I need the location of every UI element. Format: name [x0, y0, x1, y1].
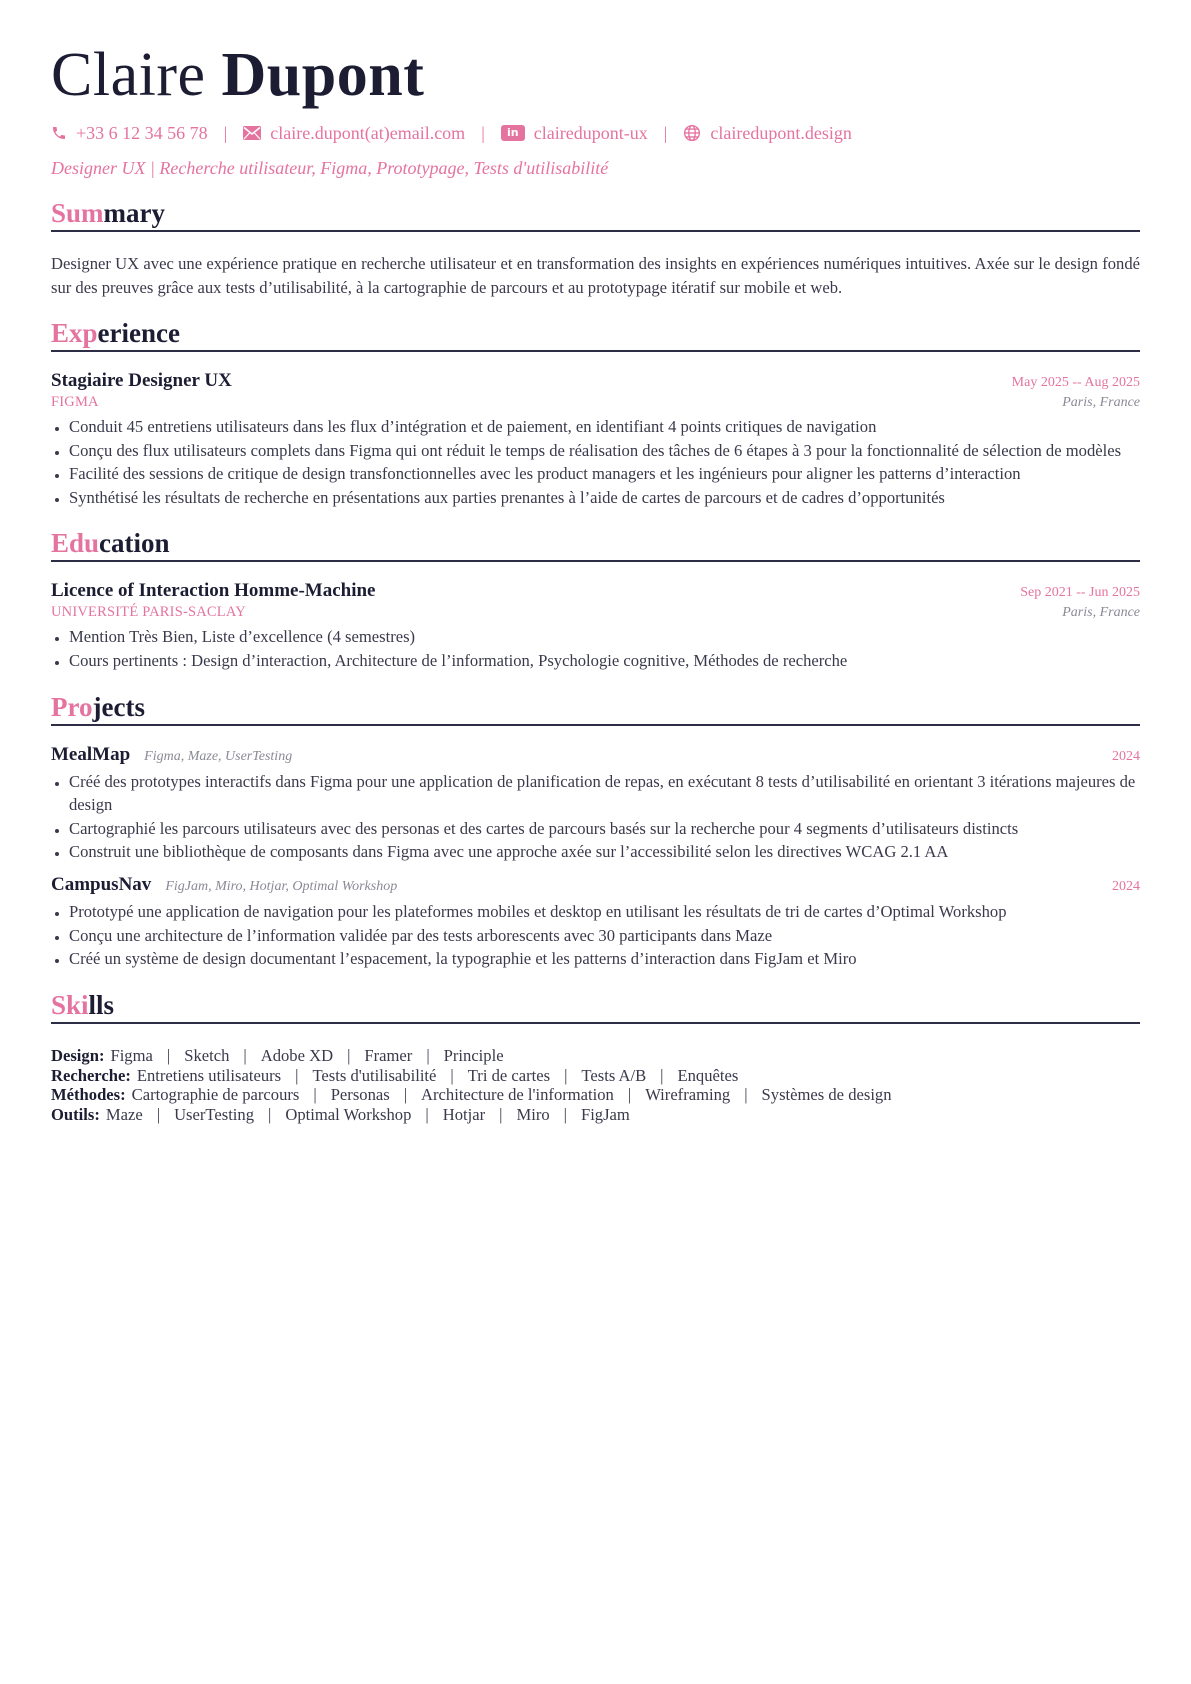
skill-item: Enquêtes [677, 1065, 739, 1085]
envelope-icon [243, 126, 261, 140]
section-heading-rest: erience [97, 318, 180, 348]
job-title: Stagiaire Designer UX [51, 370, 232, 391]
skill-item: UserTesting [174, 1105, 255, 1125]
project-entry [51, 744, 1140, 864]
skill-separator: | [268, 1105, 272, 1125]
section-heading-rest: lls [88, 989, 115, 1020]
linkedin-icon: in [501, 125, 525, 141]
skill-separator: | [156, 1105, 161, 1125]
job-bullets [51, 415, 1140, 509]
skill-separator: | [563, 1105, 567, 1125]
skill-row [51, 1105, 1140, 1125]
skill-category-label: Méthodes: [51, 1085, 126, 1105]
school-name: UNIVERSITÉ PARIS-SACLAY [51, 604, 246, 621]
skill-item: Tests d'utilisabilité [312, 1065, 437, 1085]
project-year: 2024 [1112, 878, 1140, 894]
section-heading-accent: Ski [51, 989, 89, 1020]
list-item: • Créé des prototypes interactifs dans Figma pour une application de planification de repas, en exécutant 8 tests d’utilisabilité en orientant 3 itérations majeures de design [69, 770, 1140, 817]
skill-item: Tests A/B [581, 1065, 647, 1085]
skill-separator: | [347, 1045, 351, 1065]
project-tech: Figma, Maze, UserTesting [144, 748, 293, 764]
section-heading [51, 197, 1140, 232]
skill-separator: | [426, 1045, 430, 1065]
first-name: Claire [51, 41, 206, 109]
list-item: • Prototypé une application de navigation pour les plateformes mobiles et desktop en utilisant les résultats de tri de cartes d’Optimal Workshop [69, 900, 1140, 924]
skill-separator: | [166, 1045, 171, 1065]
skill-category-label: Design: [51, 1045, 105, 1065]
experience-entry [51, 370, 1140, 509]
skill-item: Principle [443, 1045, 504, 1065]
contact-website[interactable] [683, 123, 851, 144]
list-item: • Mention Très Bien, Liste d’excellence (4 semestres) [69, 625, 1140, 649]
skill-row [51, 1085, 1140, 1105]
section-heading [51, 317, 1140, 352]
skill-item: Adobe XD [260, 1045, 334, 1065]
phone-text: +33 6 12 34 56 78 [76, 122, 208, 143]
list-item: • Construit une bibliothèque de composants dans Figma avec une approche axée sur l’accessibilité selon les directives WCAG 2.1 AA [69, 840, 1140, 864]
contact-separator: | [481, 122, 485, 143]
section-heading-rest: mary [103, 198, 166, 228]
skill-item: Cartographie de parcours [131, 1085, 300, 1105]
project-bullets [51, 770, 1140, 864]
education-section [51, 527, 1140, 672]
job-dates: May 2025 -- Aug 2025 [1011, 375, 1140, 390]
contact-bar [51, 120, 1140, 146]
skill-item: Maze [105, 1105, 143, 1125]
school-location: Paris, France [1062, 605, 1140, 621]
section-heading-accent: Exp [51, 318, 98, 348]
skills-section [51, 989, 1140, 1125]
project-name [51, 874, 397, 896]
skill-separator: | [564, 1065, 568, 1085]
professional-tagline: Designer UX | Recherche utilisateur, Figma, Prototypage, Tests d'utilisabilité [51, 158, 609, 178]
list-item: • Synthétisé les résultats de recherche en présentations aux parties prenantes à l’aide de cartes de parcours et de cadres d’opportunités [69, 486, 1140, 510]
section-heading-accent: Pro [51, 691, 93, 722]
skill-separator: | [744, 1085, 748, 1105]
skill-item: Framer [364, 1045, 413, 1065]
section-heading [51, 989, 1140, 1024]
summary-text: Designer UX avec une expérience pratique en recherche utilisateur et en transformation des insights en expériences numériques intuitives. Axée sur le design fondé sur des preuves grâce aux tests d’utilisabilité, à la cartographie de parcours et au prototypage itératif sur mobile et web. [51, 254, 1140, 297]
skill-item: Optimal Workshop [285, 1105, 412, 1125]
experience-section [51, 317, 1140, 509]
list-item: • Conçu une architecture de l’information validée par des tests arborescents avec 30 participants dans Maze [69, 924, 1140, 948]
section-heading [51, 527, 1140, 562]
contact-separator: | [663, 122, 668, 143]
education-bullets [51, 625, 1140, 672]
skill-separator: | [313, 1085, 317, 1105]
projects-section [51, 691, 1140, 971]
globe-icon [683, 124, 701, 142]
section-heading-rest: jects [92, 691, 145, 722]
education-entry [51, 580, 1140, 672]
skill-item: Architecture de l'information [421, 1085, 614, 1105]
section-heading [51, 691, 1140, 726]
degree-title: Licence of Interaction Homme-Machine [51, 580, 376, 602]
contact-phone[interactable] [51, 123, 208, 144]
website-text: clairedupont.design [710, 122, 852, 143]
project-name-text: CampusNav [51, 873, 152, 895]
project-year: 2024 [1112, 748, 1140, 764]
skill-separator: | [450, 1065, 454, 1085]
section-heading-accent: Sum [51, 198, 104, 228]
job-location: Paris, France [1062, 395, 1140, 410]
list-item: • Cours pertinents : Design d’interaction, Architecture de l’information, Psychologie cognitive, Méthodes de recherche [69, 649, 1140, 673]
list-item: • Créé un système de design documentant l’espacement, la typographie et les patterns d’interaction dans FigJam et Miro [69, 947, 1140, 971]
project-name-text: MealMap [51, 743, 131, 765]
section-heading-rest: cation [99, 528, 170, 559]
skill-item: Figma [110, 1045, 153, 1065]
skill-item: Sketch [184, 1045, 230, 1065]
candidate-name [51, 36, 1140, 114]
company-name: FIGMA [51, 394, 99, 410]
skill-item: Tri de cartes [467, 1065, 551, 1085]
project-tech: FigJam, Miro, Hotjar, Optimal Workshop [165, 878, 398, 894]
list-item: • Facilité des sessions de critique de design transfonctionnelles avec les product managers et les ingénieurs pour aligner les patterns d’interaction [69, 462, 1140, 486]
skills-list [51, 1046, 1140, 1125]
skill-item: Personas [330, 1085, 390, 1105]
skill-separator: | [243, 1045, 247, 1065]
linkedin-text: clairedupont-ux [533, 122, 648, 143]
skill-row [51, 1066, 1140, 1086]
skill-separator: | [425, 1105, 429, 1125]
contact-linkedin[interactable] [501, 123, 648, 144]
skill-item: Systèmes de design [761, 1085, 892, 1105]
skill-item: FigJam [580, 1105, 630, 1125]
last-name: Dupont [221, 41, 425, 109]
skill-item: Wireframing [645, 1085, 731, 1105]
education-dates: Sep 2021 -- Jun 2025 [1020, 585, 1140, 601]
skill-category-label: Recherche: [51, 1065, 131, 1085]
skill-separator: | [627, 1085, 632, 1105]
summary-section [51, 197, 1140, 299]
list-item: • Conduit 45 entretiens utilisateurs dans les flux d’intégration et de paiement, en identifiant 4 points critiques de navigation [69, 415, 1140, 439]
skill-row [51, 1046, 1140, 1066]
skill-item: Miro [516, 1105, 550, 1125]
project-bullets [51, 900, 1140, 971]
list-item: • Cartographié les parcours utilisateurs avec des personas et des cartes de parcours basés sur la recherche pour 4 segments d’utilisateurs distincts [69, 817, 1140, 841]
section-heading-accent: Edu [51, 528, 100, 559]
skill-separator: | [295, 1065, 299, 1085]
skill-separator: | [403, 1085, 408, 1105]
skill-item: Entretiens utilisateurs [136, 1065, 282, 1085]
skill-separator: | [499, 1105, 503, 1125]
project-entry [51, 874, 1140, 971]
list-item: • Conçu des flux utilisateurs complets dans Figma qui ont réduit le temps de réalisation des tâches de 6 étapes à 3 pour la fonctionnalité de sélection de modèles [69, 439, 1140, 463]
skill-item: Hotjar [442, 1105, 486, 1125]
contact-separator: | [223, 122, 228, 143]
skill-separator: | [660, 1065, 664, 1085]
skill-category-label: Outils: [51, 1105, 100, 1125]
project-name [51, 744, 292, 766]
email-text: claire.dupont(at)email.com [270, 122, 466, 143]
phone-icon [51, 125, 67, 141]
contact-email[interactable] [243, 123, 465, 144]
